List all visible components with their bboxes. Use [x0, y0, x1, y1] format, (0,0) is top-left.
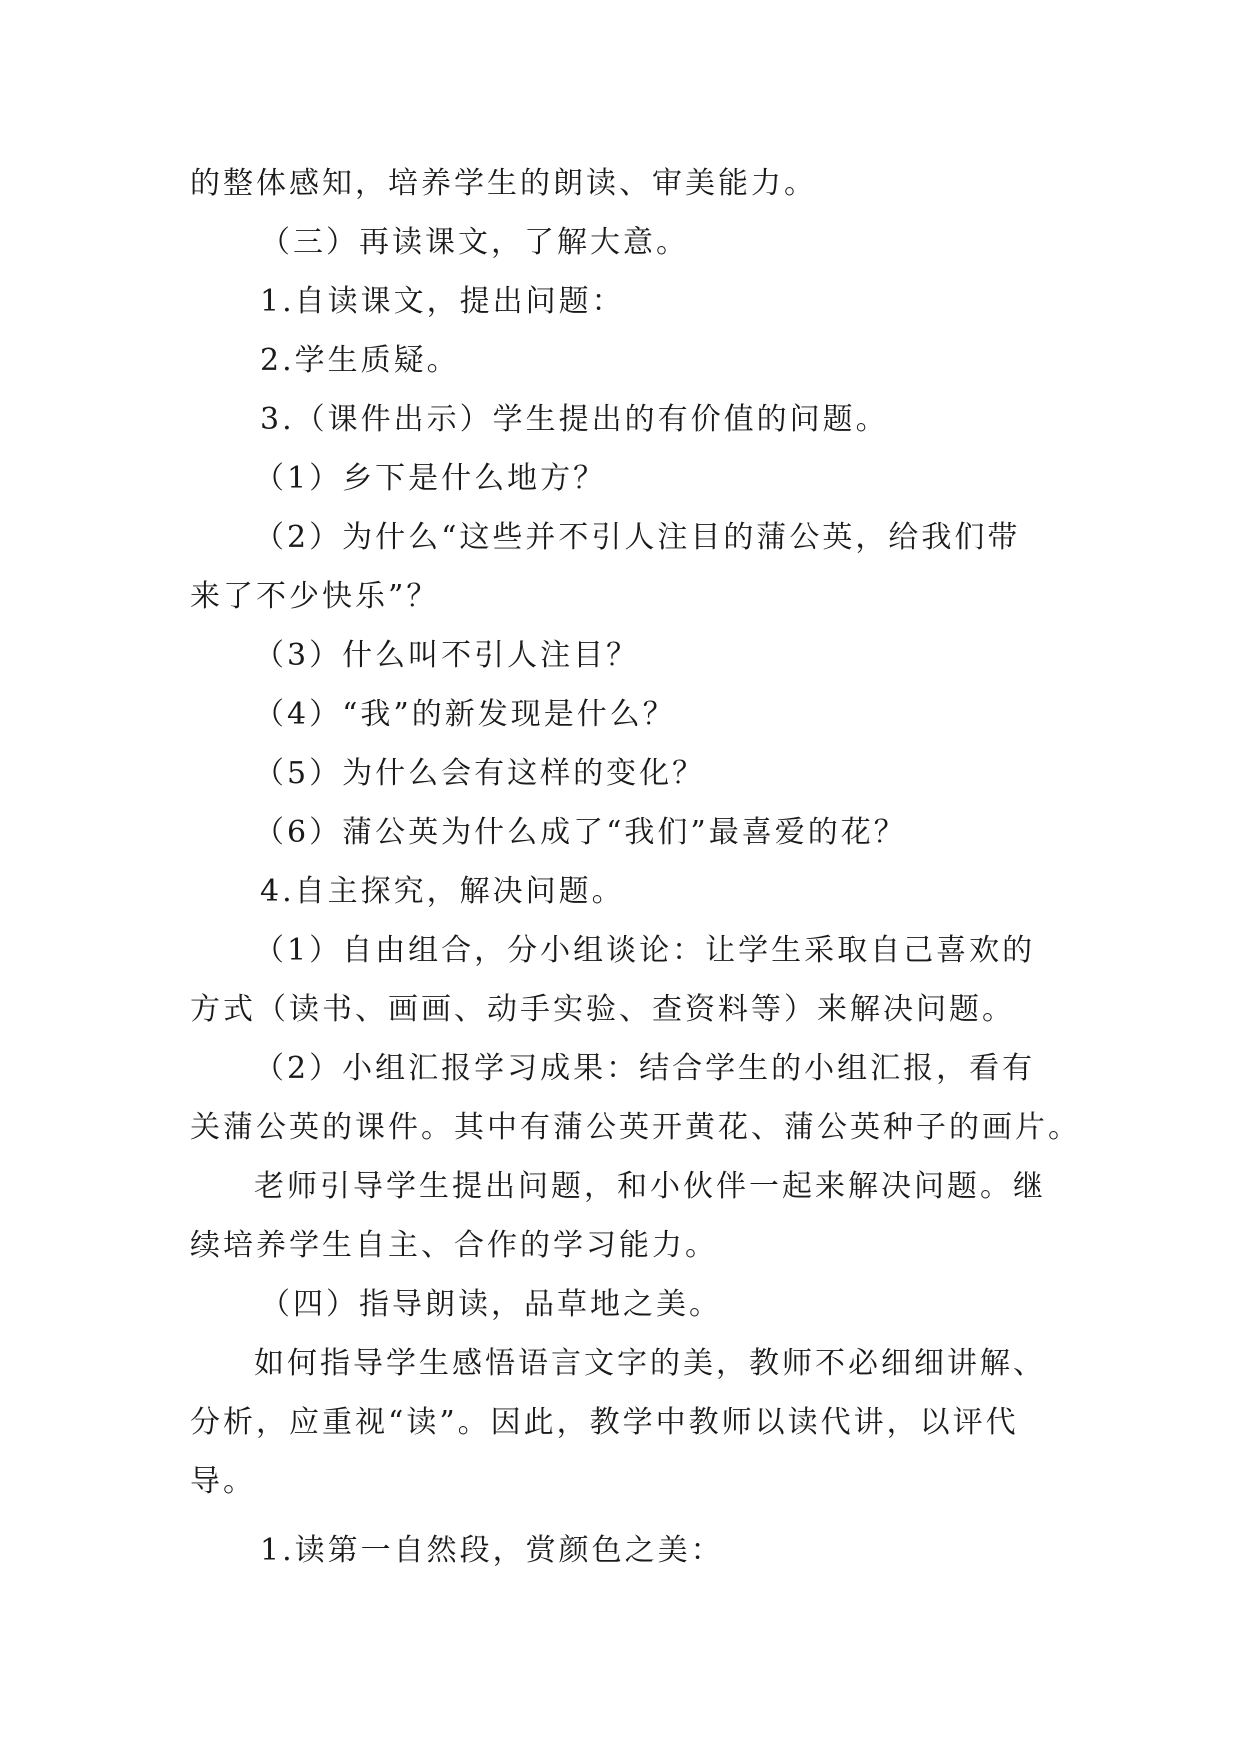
question-item: （1）自由组合，分小组谈论：让学生采取自己喜欢的	[254, 933, 1036, 968]
document-body	[190, 154, 1081, 1580]
question-item: （2）小组汇报学习成果：结合学生的小组汇报，看有	[254, 1051, 1036, 1086]
paragraph-line: 关蒲公英的课件。其中有蒲公英开黄花、蒲公英种子的画片。	[190, 1110, 1081, 1145]
paragraph-line: 老师引导学生提出问题，和小伙伴一起来解决问题。继	[254, 1169, 1046, 1204]
question-item: （2）为什么“这些并不引人注目的蒲公英，给我们带	[254, 520, 1021, 555]
question-item: （5）为什么会有这样的变化？	[254, 756, 706, 791]
paragraph-line: 方式（读书、画画、动手实验、查资料等）来解决问题。	[190, 992, 1015, 1027]
paragraph-line: 导。	[190, 1464, 256, 1499]
question-item: （3）什么叫不引人注目？	[254, 638, 640, 673]
section-heading: （三）再读课文，了解大意。	[260, 225, 689, 260]
question-item: （4）“我”的新发现是什么？	[254, 697, 676, 732]
paragraph-line: 如何指导学生感悟语言文字的美，教师不必细细讲解、	[254, 1346, 1046, 1381]
paragraph-line: 分析，应重视“读”。因此，教学中教师以读代讲，以评代	[190, 1405, 1019, 1440]
question-item: （6）蒲公英为什么成了“我们”最喜爱的花？	[254, 815, 907, 850]
section-heading: （四）指导朗读，品草地之美。	[260, 1287, 722, 1322]
question-item: （1）乡下是什么地方？	[254, 461, 607, 496]
list-item: 4.自主探究，解决问题。	[260, 874, 625, 909]
list-item: 2.学生质疑。	[260, 343, 460, 378]
list-item: 3.（课件出示）学生提出的有价值的问题。	[260, 402, 889, 437]
list-item: 1.自读课文，提出问题：	[260, 284, 625, 319]
paragraph-line: 续培养学生自主、合作的学习能力。	[190, 1228, 718, 1263]
paragraph-line: 来了不少快乐”？	[190, 579, 440, 614]
paragraph-line: 的整体感知，培养学生的朗读、审美能力。	[190, 166, 817, 201]
list-item: 1.读第一自然段，赏颜色之美：	[260, 1533, 724, 1568]
